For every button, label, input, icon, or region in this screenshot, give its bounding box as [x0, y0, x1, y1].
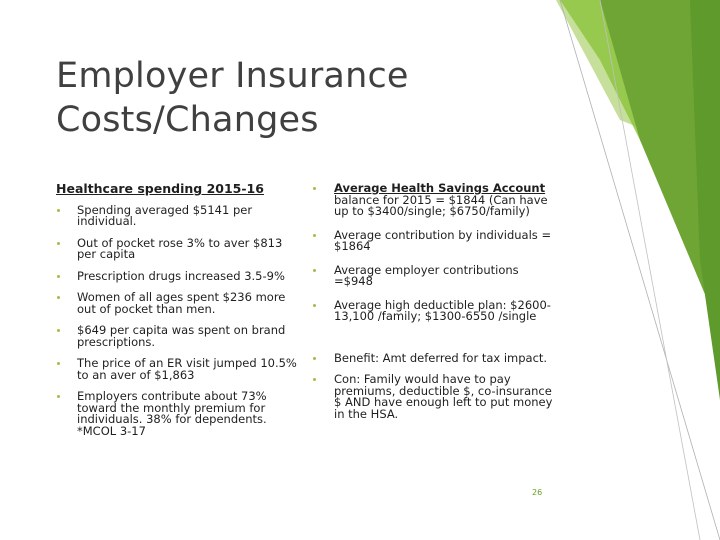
list-item: Benefit: Amt deferred for tax impact. [313, 353, 553, 365]
list-item: Out of pocket rose 3% to aver $813 per capita [56, 238, 301, 261]
list-item: Prescription drugs increased 3.5-9% [56, 271, 301, 283]
list-item: Women of all ages spent $236 more out of pocket than men. [56, 292, 301, 315]
deco-shape-mid [560, 0, 720, 300]
right-column [313, 183, 553, 420]
list-item: Spending averaged $5141 per individual. [56, 205, 301, 228]
list-item: The price of an ER visit jumped 10.5% to an aver of $1,863 [56, 358, 301, 381]
list-item-hsa [313, 183, 553, 218]
left-bullet-list [56, 202, 301, 438]
list-item: $649 per capita was spent on brand prescriptions. [56, 325, 301, 348]
list-item: Average contribution by individuals = $1864 [313, 230, 553, 253]
deco-shape-right-strip [690, 0, 720, 400]
hsa-title: Average Health Savings Account [334, 181, 546, 195]
left-column [56, 183, 301, 437]
page-number: 26 [532, 488, 543, 497]
deco-shape-light [556, 0, 720, 160]
slide-title: Employer Insurance Costs/Changes [56, 56, 409, 140]
list-item: Employers contribute about 73% toward the monthly premium for individuals. 38% for dependents. *MCOL 3-17 [56, 391, 301, 437]
list-item: Average employer contributions =$948 [313, 265, 553, 288]
right-bullet-list [313, 183, 553, 420]
deco-line-2 [600, 0, 700, 540]
list-item: Average high deductible plan: $2600-13,100 /family; $1300-6550 /single [313, 300, 553, 323]
deco-line-1 [560, 0, 720, 540]
left-heading: Healthcare spending 2015-16 [56, 181, 264, 196]
list-item: Con: Family would have to pay premiums, deductible $, co-insurance $ AND have enough left to put money in the HSA. [313, 374, 553, 420]
hsa-rest: balance for 2015 = $1844 (Can have up to $3400/single; $6750/family) [334, 192, 548, 218]
deco-shape-dark [600, 0, 720, 330]
